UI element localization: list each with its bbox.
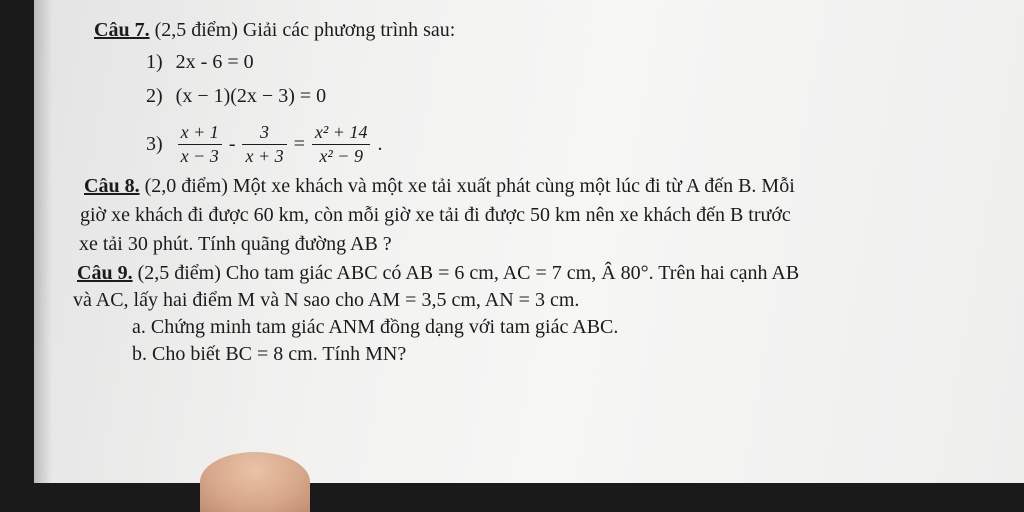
q7-eq3 — [146, 122, 382, 167]
minus-sign: - — [228, 133, 236, 155]
q8-line-1 — [84, 175, 795, 198]
q7-eq3-fraction-3 — [312, 122, 371, 167]
q9-part-a: a. Chứng minh tam giác ANM đồng dạng với tam giác ABC. — [132, 316, 619, 338]
fraction-1-numerator: x + 1 — [178, 122, 222, 145]
q8-label: Câu 8. — [84, 175, 140, 197]
paper-edge-shadow — [34, 0, 52, 483]
q9-line-1 — [77, 262, 799, 285]
q7-eq1-expression: 2x - 6 = 0 — [175, 51, 254, 73]
q9-part-b: b. Cho biết BC = 8 cm. Tính MN? — [132, 343, 407, 365]
q7-eq2 — [146, 85, 326, 108]
q7-eq2-expression: (x − 1)(2x − 3) = 0 — [175, 85, 327, 107]
q8-text-1: (2,0 điểm) Một xe khách và một xe tải xuất phát cùng một lúc đi từ A đến B. Mỗi — [139, 175, 795, 197]
q7-heading — [94, 19, 455, 42]
fraction-2-denominator: x + 3 — [245, 146, 284, 166]
fraction-2-numerator: 3 — [242, 122, 286, 145]
q7-eq3-fraction-2 — [242, 122, 286, 167]
q9-label: Câu 9. — [77, 262, 133, 284]
q7-label: Câu 7. — [94, 19, 150, 41]
finger-image — [200, 452, 310, 512]
equals-sign: = — [293, 133, 305, 155]
fraction-3-numerator: x² + 14 — [312, 122, 371, 145]
period: . — [377, 133, 383, 155]
q9-text-1: (2,5 điểm) Cho tam giác ABC có AB = 6 cm, AC = 7 cm, Â 80°. Trên hai cạnh AB — [132, 262, 800, 284]
q7-title: (2,5 điểm) Giải các phương trình sau: — [149, 19, 456, 41]
q8-line-3: xe tải 30 phút. Tính quãng đường AB ? — [79, 233, 392, 255]
q9-line-2: và AC, lấy hai điểm M và N sao cho AM = 3,5 cm, AN = 3 cm. — [73, 289, 580, 311]
q7-eq1 — [146, 51, 254, 74]
q7-eq3-number: 3) — [146, 133, 163, 155]
q7-eq3-fraction-1 — [178, 122, 222, 167]
q8-line-2: giờ xe khách đi được 60 km, còn mỗi giờ xe tải đi được 50 km nên xe khách đến B trước — [80, 204, 791, 226]
fraction-1-denominator: x − 3 — [180, 146, 219, 166]
q7-eq2-number: 2) — [146, 85, 163, 107]
q7-eq1-number: 1) — [146, 51, 163, 73]
fraction-3-denominator: x² − 9 — [319, 146, 363, 166]
